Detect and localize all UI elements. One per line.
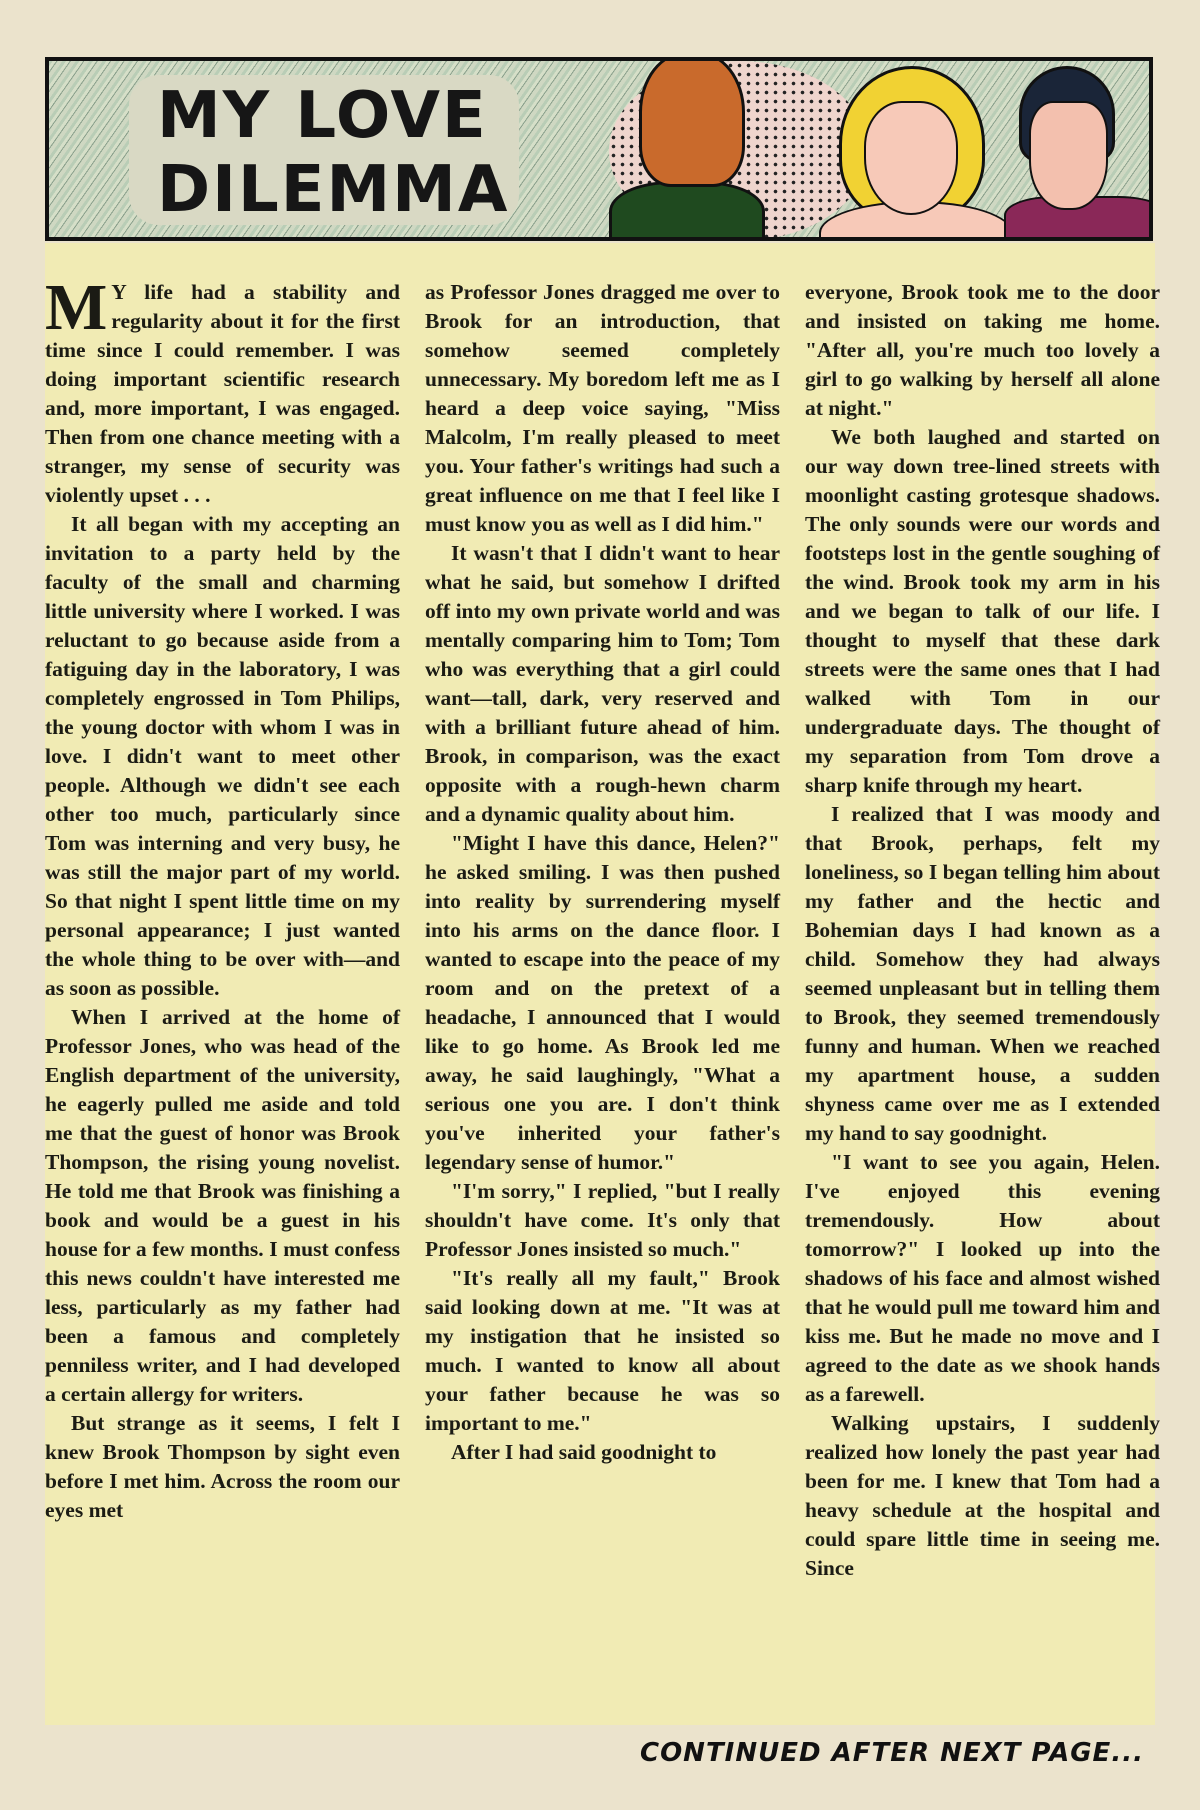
paragraph: Walking upstairs, I suddenly realized how lonely the past year had been for me. I knew that Tom had a heavy schedule at the hospital and could spare little time in seeing me. Since [805, 1411, 1160, 1580]
text-column-3 [805, 278, 1160, 1583]
text-column-1 [45, 271, 400, 1525]
paragraph: I realized that I was moody and that Brook, perhaps, felt my loneliness, so I began telling him about my father and the hectic and Bohemian days I had known as a child. Somehow they had always seemed unpleasant but in telling them to Brook, they seemed tremendously funny and human. When we reached my apartment house, a sudden shyness came over me as I extended my hand to say goodnight. [805, 802, 1160, 1145]
title-banner [45, 57, 1153, 241]
paragraph: "Might I have this dance, Helen?" he asked smiling. I was then pushed into reality by surrendering myself into his arms on the dance floor. I wanted to escape into the peace of my room and on the pretext of a headache, I announced that I would like to go home. As Brook led me away, he said laughingly, "What a serious one you are. I don't think you've inherited your father's legendary sense of humor." [425, 831, 780, 1174]
paragraph: everyone, Brook took me to the door and insisted on taking me home. "After all, you're much too lovely a girl to go walking by herself all alone at night." [805, 280, 1160, 420]
paragraph: We both laughed and started on our way down tree-lined streets with moonlight casting grotesque shadows. The only sounds were our words and footsteps lost in the gentle soughing of the wind. Brook took my arm in his and we began to talk of our life. I thought to myself that these dark streets were the same ones that I had walked with Tom in our undergraduate days. The thought of my separation from Tom drove a sharp knife through my heart. [805, 425, 1160, 797]
paragraph: But strange as it seems, I felt I knew Brook Thompson by sight even before I met him. Across the room our eyes met [45, 1411, 400, 1522]
paragraph: "I want to see you again, Helen. I've enjoyed this evening tremendously. How about tomorrow?" I looked up into the shadows of his face and almost wished that he would pull me toward him and kiss me. But he made no move and I agreed to the date as we shook hands as a farewell. [805, 1150, 1160, 1406]
dark-haired-man-face-illustration [1029, 101, 1108, 210]
man-hair-illustration [639, 57, 745, 187]
paragraph: After I had said goodnight to [451, 1440, 717, 1464]
paragraph: When I arrived at the home of Professor Jones, who was head of the English department of the university, he eagerly pulled me aside and told me that the guest of honor was Brook Thompson, the rising young novelist. He told me that Brook was finishing a book and would be a guest in his house for a few months. I must confess this news couldn't have interested me less, particularly as my father had been a famous and completely penniless writer, and I had developed a certain allergy for writers. [45, 1005, 400, 1406]
paragraph: as Professor Jones dragged me over to Brook for an introduction, that somehow seemed completely unnecessary. My boredom left me as I heard a deep voice saying, "Miss Malcolm, I'm really pleased to meet you. Your father's writings had such a great influence on me that I feel like I must know you as well as I did him." [425, 280, 780, 536]
paragraph: It all began with my accepting an invitation to a party held by the faculty of the small and charming little university where I worked. I was reluctant to go because aside from a fatiguing day in the laboratory, I was completely engrossed in Tom Philips, the young doctor with whom I was in love. I didn't want to meet other people. Although we didn't see each other too much, particularly since Tom was interning and very busy, he was still the major part of my world. So that night I spent little time on my personal appearance; I just wanted the whole thing to be over with—and as soon as possible. [45, 512, 400, 1000]
continued-notice: CONTINUED AFTER NEXT PAGE... [640, 1738, 1144, 1768]
woman-face-illustration [864, 101, 958, 215]
paragraph: "It's really all my fault," Brook said looking down at me. "It was at my instigation that he insisted so much. I wanted to know all about your father because he was so important to me." [425, 1266, 780, 1435]
title-line-1: MY LOVE [157, 79, 488, 153]
paragraph: "I'm sorry," I replied, "but I really shouldn't have come. It's only that Professor Jones insisted so much." [425, 1179, 780, 1261]
text-column-2 [425, 278, 780, 1467]
man-from-behind-illustration [609, 181, 765, 241]
paragraph: It wasn't that I didn't want to hear what he said, but somehow I drifted off into my own private world and was mentally comparing him to Tom; Tom who was everything that a girl could want—tall, dark, very reserved and with a brilliant future ahead of him. Brook, in comparison, was the exact opposite with a rough-hewn charm and a dynamic quality about him. [425, 541, 780, 826]
paragraph [45, 271, 400, 510]
title-line-2: DILEMMA [157, 153, 510, 227]
drop-cap: M [45, 271, 108, 344]
story-title [157, 79, 509, 227]
paragraph-text: Y life had a stability and regularity about it for the first time since I could remember. I was doing important scientific research and, more important, I was engaged. Then from one chance meeting with a stranger, my sense of security was violently upset . . . [45, 280, 400, 507]
